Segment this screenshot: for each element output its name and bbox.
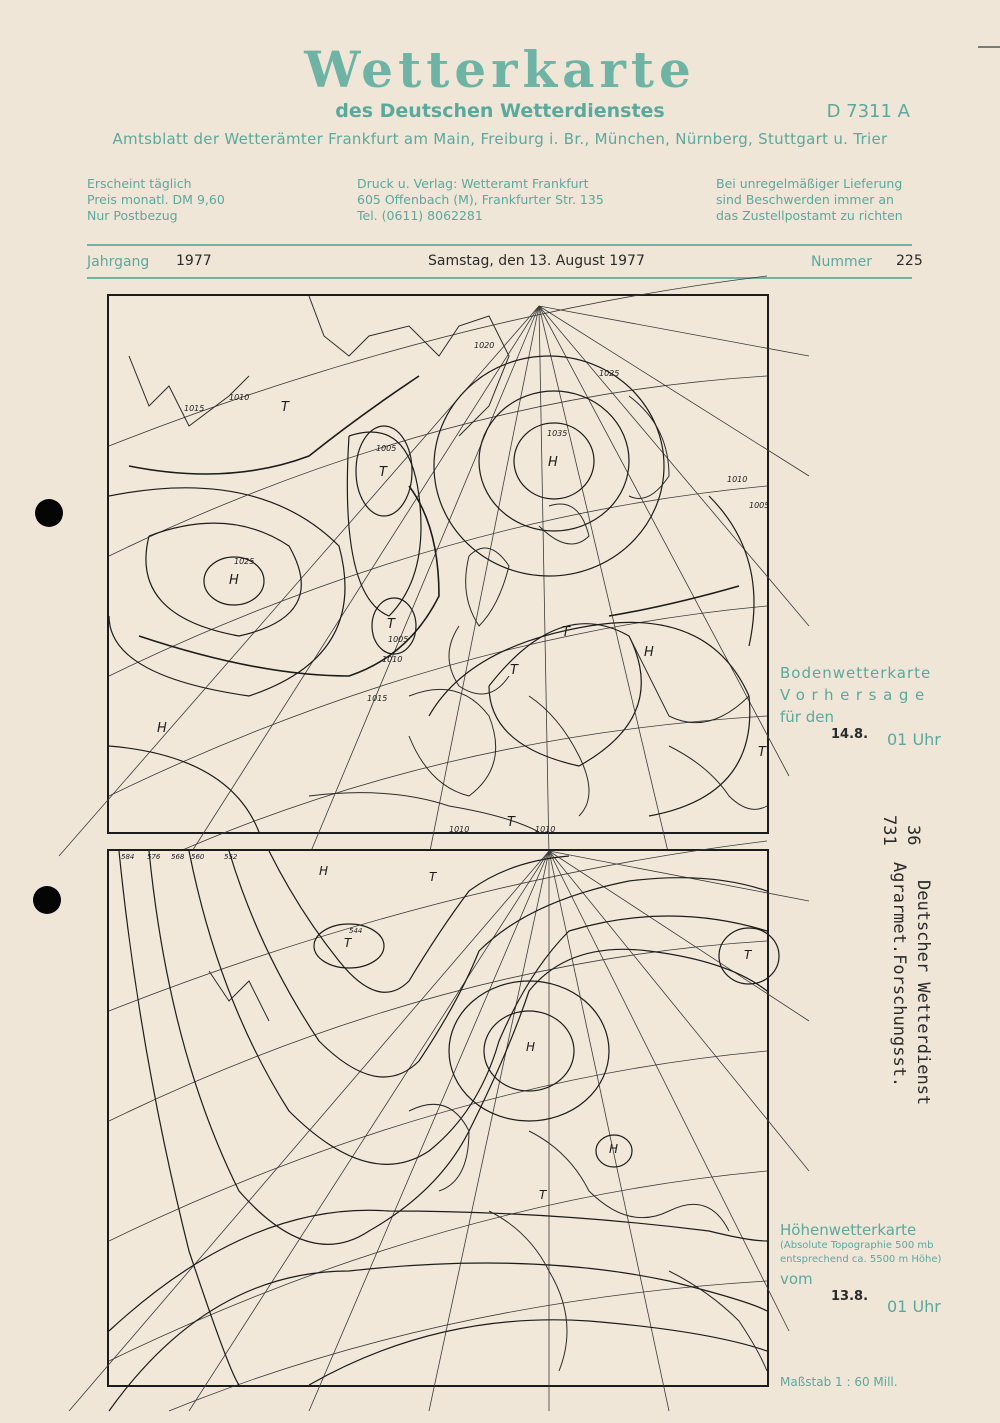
high-center: H — [526, 1040, 536, 1054]
low-center: T — [507, 815, 515, 830]
info-text: Nur Postbezug — [87, 208, 178, 223]
info-text: Tel. (0611) 8062281 — [357, 208, 483, 223]
isobar-label: 1010 — [535, 825, 556, 834]
map2-caption-title: Höhenwetterkarte — [780, 1221, 917, 1239]
info-text: sind Beschwerden immer an — [716, 192, 894, 207]
geopotential-lines — [109, 851, 779, 1411]
library-stamp — [870, 815, 933, 1165]
map2-date: 13.8. — [831, 1289, 869, 1304]
high-center: H — [157, 721, 167, 736]
punch-hole — [35, 499, 63, 527]
isobar-label: 1005 — [388, 635, 409, 644]
nummer-value: 225 — [896, 253, 923, 269]
amtsblatt-line: Amtsblatt der Wetterämter Frankfurt am Main, Freiburg i. Br., München, Nürnberg, Stuttgart u. Trier — [112, 130, 888, 148]
low-center: T — [510, 663, 518, 678]
isobar-label: 1010 — [727, 475, 748, 484]
info-text: 605 Offenbach (M), Frankfurter Str. 135 — [357, 192, 604, 207]
map1-caption-fur: für den — [780, 708, 834, 726]
contour-label: 544 — [349, 927, 363, 935]
info-center — [357, 176, 604, 224]
low-center: T — [281, 400, 289, 415]
contour-label: 576 — [147, 853, 161, 861]
stamp-line: Deutscher Wetterdienst — [913, 880, 933, 1106]
document-id: D 7311 A — [826, 101, 910, 122]
low-center: T — [344, 936, 352, 950]
punch-hole — [33, 886, 61, 914]
isobar-label: 1010 — [449, 825, 470, 834]
info-text: Preis monatl. DM 9,60 — [87, 192, 225, 207]
info-text: Bei unregelmäßiger Lieferung — [716, 176, 903, 191]
map1-date: 14.8. — [831, 727, 869, 742]
isobar-label: 1020 — [474, 341, 495, 350]
contour-label: 584 — [121, 853, 135, 861]
stamp-svg — [870, 815, 933, 1165]
map1-caption-forecast: Vorhersage — [780, 686, 931, 704]
isobar-label: 1010 — [382, 655, 403, 664]
isobar-label: 1010 — [229, 393, 250, 402]
isobar-label: 1025 — [234, 557, 255, 566]
low-center: T — [758, 745, 766, 760]
high-center: H — [319, 864, 329, 878]
coastlines — [129, 296, 770, 832]
info-text: Druck u. Verlag: Wetteramt Frankfurt — [357, 176, 589, 191]
pressure-systems — [157, 400, 770, 830]
stamp-prefix: 731 — [879, 815, 899, 846]
info-left — [87, 176, 225, 224]
stamp-prefix: 36 — [903, 825, 923, 846]
info-text: Erscheint täglich — [87, 176, 192, 191]
map2-caption-sub: entsprechend ca. 5500 m Höhe) — [780, 1254, 942, 1265]
high-center: H — [609, 1142, 619, 1156]
low-center: T — [744, 948, 752, 962]
issue-date: Samstag, den 13. August 1977 — [428, 253, 645, 269]
contour-label: 552 — [224, 853, 238, 861]
isobar-labels — [184, 341, 769, 834]
isobar-label: 1005 — [376, 444, 397, 453]
coastlines — [209, 971, 767, 1371]
isobar-label: 1035 — [547, 429, 568, 438]
page-title: Wetterkarte — [304, 40, 696, 99]
page-subtitle: des Deutschen Wetterdienstes — [335, 100, 665, 122]
info-text: das Zustellpostamt zu richten — [716, 208, 903, 223]
surface-weather-map — [107, 294, 769, 834]
low-center: T — [539, 1188, 547, 1202]
nummer-label: Nummer — [811, 254, 872, 270]
map1-time: 01 Uhr — [887, 730, 941, 749]
map-scale: Maßstab 1 : 60 Mill. — [780, 1375, 898, 1389]
low-center: T — [387, 617, 395, 632]
isobar-label: 1005 — [749, 501, 770, 510]
divider — [87, 277, 912, 279]
high-center: H — [229, 573, 239, 588]
upper-map-svg — [109, 851, 767, 1385]
low-center: T — [429, 870, 437, 884]
low-center: T — [562, 625, 570, 640]
map1-caption-title: Bodenwetterkarte — [780, 664, 932, 682]
upper-air-map — [107, 849, 769, 1387]
map-graticule — [69, 841, 809, 1411]
info-right — [716, 176, 903, 224]
map2-time: 01 Uhr — [887, 1297, 941, 1316]
jahrgang-value: 1977 — [176, 253, 212, 269]
map2-caption-vom: vom — [780, 1270, 813, 1288]
contour-label: 568 — [171, 853, 185, 861]
pressure-systems — [319, 864, 753, 1202]
fronts — [129, 376, 739, 676]
jahrgang-label: Jahrgang — [87, 254, 150, 270]
isobar-label: 1015 — [367, 694, 388, 703]
high-center: H — [644, 645, 654, 660]
low-center: T — [379, 465, 387, 480]
map-graticule — [59, 276, 809, 856]
map2-caption-sub: (Absolute Topographie 500 mb — [780, 1240, 934, 1251]
surface-map-svg — [109, 296, 770, 834]
isobar-label: 1015 — [184, 404, 205, 413]
divider — [87, 244, 912, 246]
stamp-line: Agrarmet.Forschungsst. — [889, 862, 909, 1088]
contour-label: 560 — [191, 853, 205, 861]
isobar-label: 1025 — [599, 369, 620, 378]
high-center: H — [548, 455, 558, 470]
